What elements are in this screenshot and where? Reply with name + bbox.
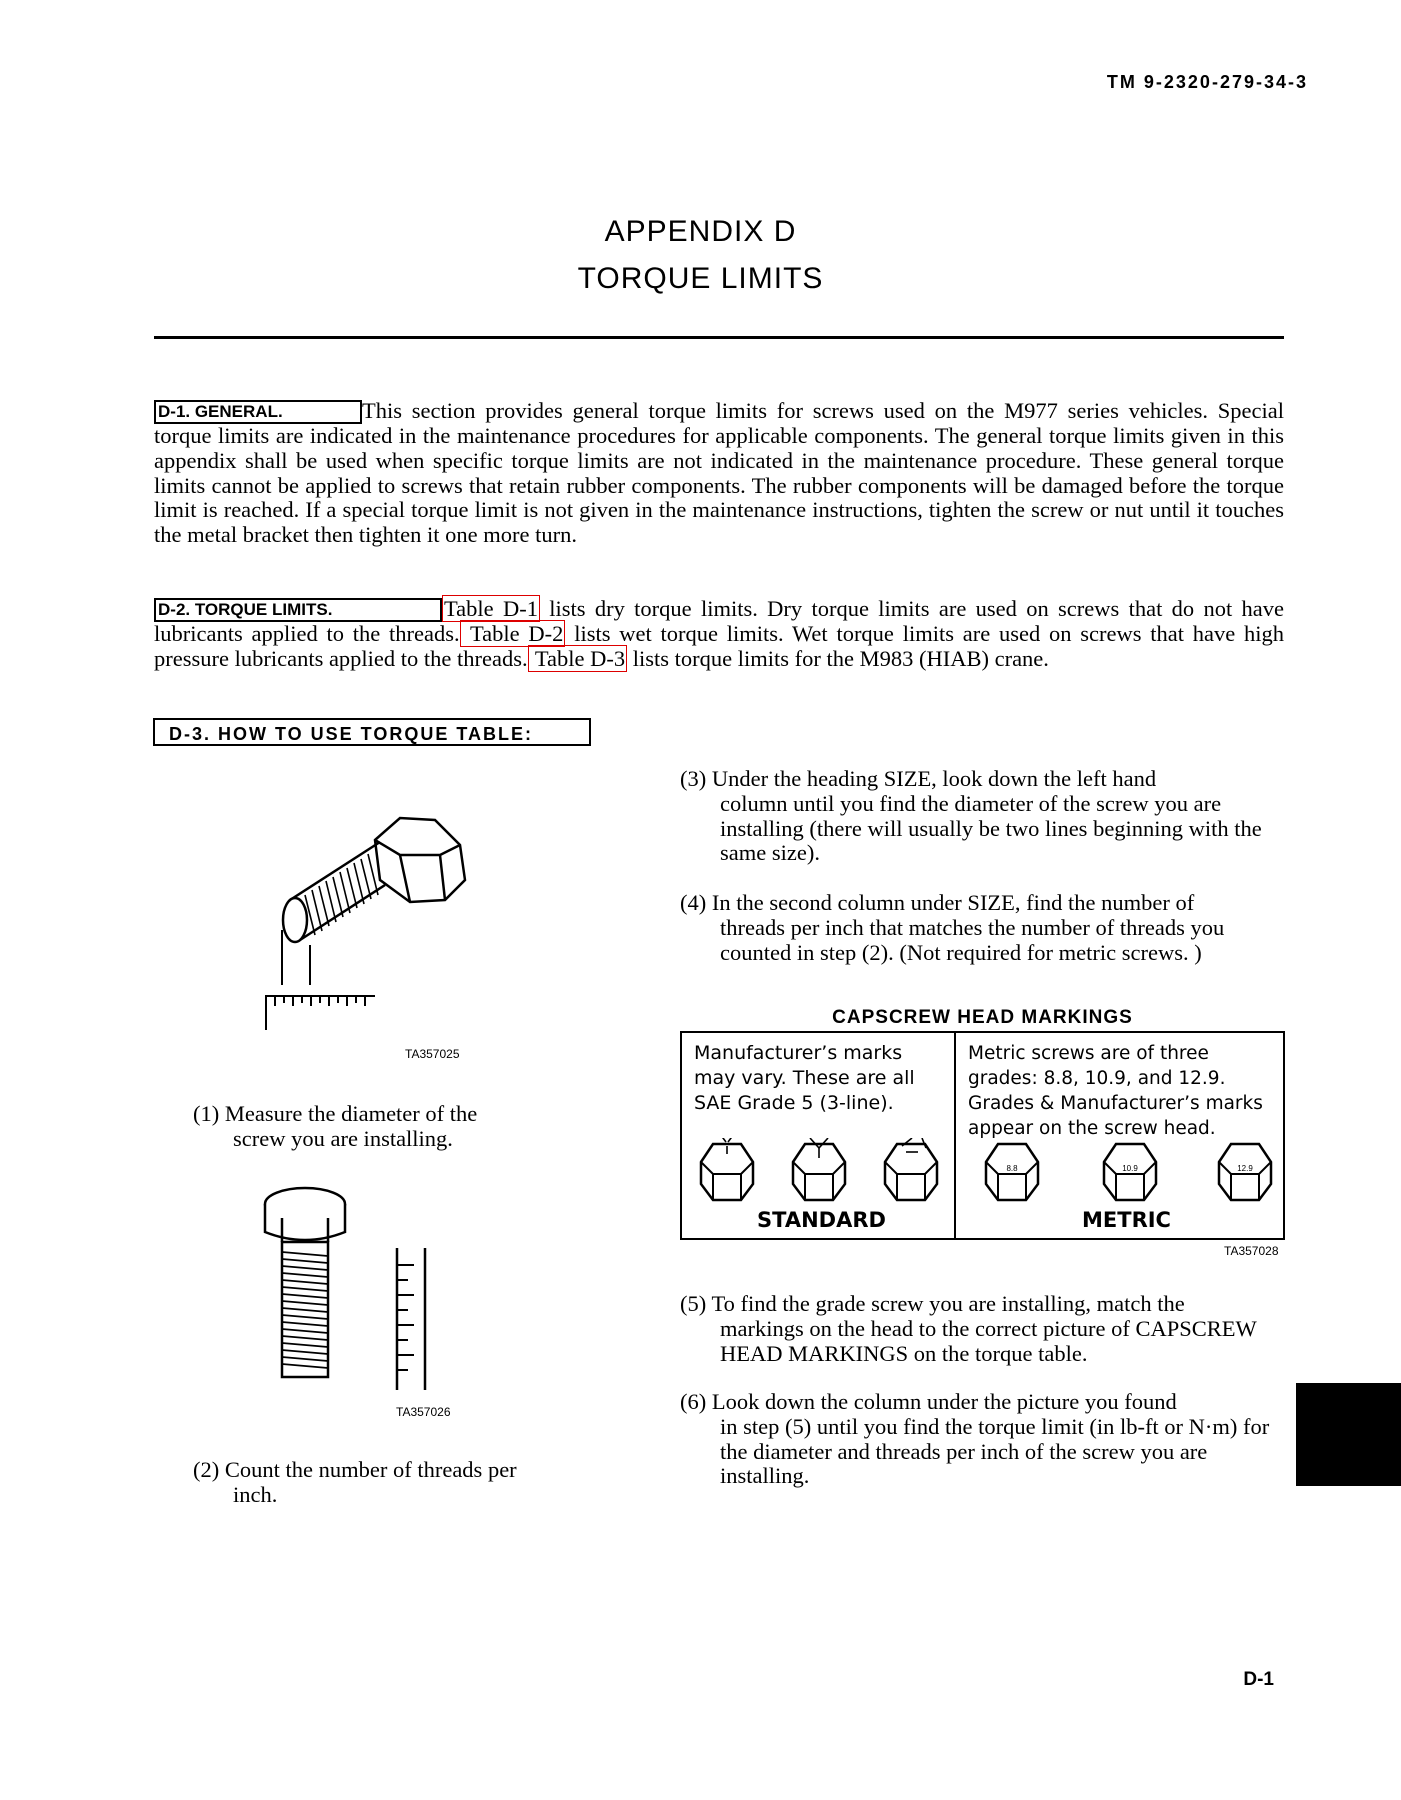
section-thumb-tab — [1296, 1383, 1401, 1486]
standard-text-line: Manufacturer’s marks — [694, 1042, 903, 1064]
step-3-continuation: column until you find the diameter of the screw you are installing (there will usually be two lines beginning with the same size). — [720, 790, 1262, 866]
step-3-number: (3) — [680, 766, 707, 791]
step-5 — [680, 1292, 1285, 1366]
step-2-number: (2) — [193, 1457, 220, 1482]
capscrew-title: CAPSCREW HEAD MARKINGS — [832, 1007, 1133, 1028]
step-2-continuation: inch. — [233, 1481, 278, 1507]
torque-limits-text-1: lists dry torque limits. Dry torque limits are used on screws that do not have lubricants applied to the threads. — [154, 596, 1285, 646]
head-markings-icons — [682, 1138, 1283, 1208]
torque-limits-section — [154, 597, 1284, 672]
page-number: D-1 — [1243, 1669, 1274, 1690]
metric-description — [968, 1041, 1263, 1141]
step-5-continuation: markings on the head to the correct picture of CAPSCREW HEAD MARKINGS on the torque table. — [720, 1315, 1257, 1366]
step-1-continuation: screw you are installing. — [233, 1125, 453, 1151]
standard-head-icon-2 — [793, 1138, 845, 1200]
bolt-diameter-illustration — [250, 800, 480, 1040]
step-3 — [680, 767, 1280, 866]
metric-text-line: appear on the screw head. — [968, 1118, 1216, 1139]
general-text: This section provides general torque limits for screws used on the M977 series vehicles. Special torque limits are indicated in the maintenance procedures for applicable components. The general torque limits given in this appendix shall be used when specific torque limits are not indicated in the maintenance procedure. These general torque limits cannot be applied to screws that retain rubber components. The rubber components will be damaged before the torque limit is reached. If a special torque limit is not given in the maintenance instructions, tighten the screw or nut until it touches the metal bracket then tighten it one more turn. — [154, 398, 1284, 548]
step-4-continuation: threads per inch that matches the number of threads you counted in step (2). (Not required for metric screws. ) — [720, 914, 1225, 965]
metric-text-line: Grades & Manufacturer’s marks — [968, 1093, 1263, 1114]
metric-grade-label: 10.9 — [1122, 1164, 1138, 1173]
step-6 — [680, 1390, 1285, 1489]
step-2 — [193, 1458, 613, 1508]
metric-label: METRIC — [1082, 1208, 1171, 1232]
standard-head-icon-3 — [885, 1138, 937, 1200]
bolt-thread-count-illustration — [262, 1180, 462, 1395]
appendix-title: APPENDIX D — [604, 215, 797, 248]
figure-1-id: TA357025 — [405, 1047, 460, 1061]
capscrew-markings-box — [680, 1031, 1285, 1240]
general-heading: D-1. GENERAL. — [154, 400, 362, 424]
standard-text-line: SAE Grade 5 (3-line). — [694, 1092, 894, 1114]
standard-head-icon-1 — [701, 1138, 753, 1200]
step-1-number: (1) — [193, 1101, 220, 1126]
table-d3-link[interactable]: Table D-3 — [529, 645, 626, 671]
standard-label: STANDARD — [757, 1208, 886, 1232]
general-section — [154, 399, 1284, 548]
step-1-first-line: Measure the diameter of the — [224, 1101, 478, 1126]
table-d2-link[interactable]: Table D-2 — [461, 621, 564, 646]
metric-text-line: grades: 8.8, 10.9, and 12.9. — [968, 1068, 1226, 1089]
step-2-first-line: Count the number of threads per — [224, 1457, 517, 1482]
appendix-subject: TORQUE LIMITS — [577, 262, 824, 295]
step-6-first-line: Look down the column under the picture you found — [711, 1389, 1177, 1414]
standard-text-line: may vary. These are all — [694, 1067, 915, 1089]
step-4 — [680, 891, 1285, 965]
figure-2-id: TA357026 — [396, 1405, 451, 1419]
table-d1-link[interactable]: Table D-1 — [444, 596, 538, 621]
step-4-first-line: In the second column under SIZE, find the number of — [711, 890, 1195, 915]
how-to-heading: D-3. HOW TO USE TORQUE TABLE: — [153, 718, 591, 746]
step-5-number: (5) — [680, 1291, 707, 1316]
step-6-number: (6) — [680, 1389, 707, 1414]
step-5-first-line: To find the grade screw you are installing, match the — [711, 1291, 1185, 1316]
torque-limits-heading: D-2. TORQUE LIMITS. — [154, 598, 442, 622]
step-3-first-line: Under the heading SIZE, look down the left hand — [711, 766, 1157, 791]
standard-description — [694, 1041, 915, 1116]
torque-limits-text-2: lists wet torque limits. Wet torque limits are used on screws that have high pressure lubricants applied to the threads. — [154, 621, 1285, 671]
metric-text-line: Metric screws are of three — [968, 1043, 1209, 1064]
torque-limits-text-3: lists torque limits for the M983 (HIAB) crane. — [627, 645, 1049, 671]
metric-grade-label: 12.9 — [1237, 1164, 1253, 1173]
step-4-number: (4) — [680, 890, 707, 915]
title-rule — [154, 336, 1284, 339]
document-number: TM 9-2320-279-34-3 — [1106, 72, 1308, 92]
step-6-continuation: in step (5) until you find the torque limit (in lb-ft or N·m) for the diameter and threads per inch of the screw you are installing. — [720, 1413, 1270, 1489]
metric-grade-label: 8.8 — [1006, 1164, 1018, 1173]
figure-3-id: TA357028 — [1224, 1244, 1279, 1258]
step-1 — [193, 1102, 553, 1152]
